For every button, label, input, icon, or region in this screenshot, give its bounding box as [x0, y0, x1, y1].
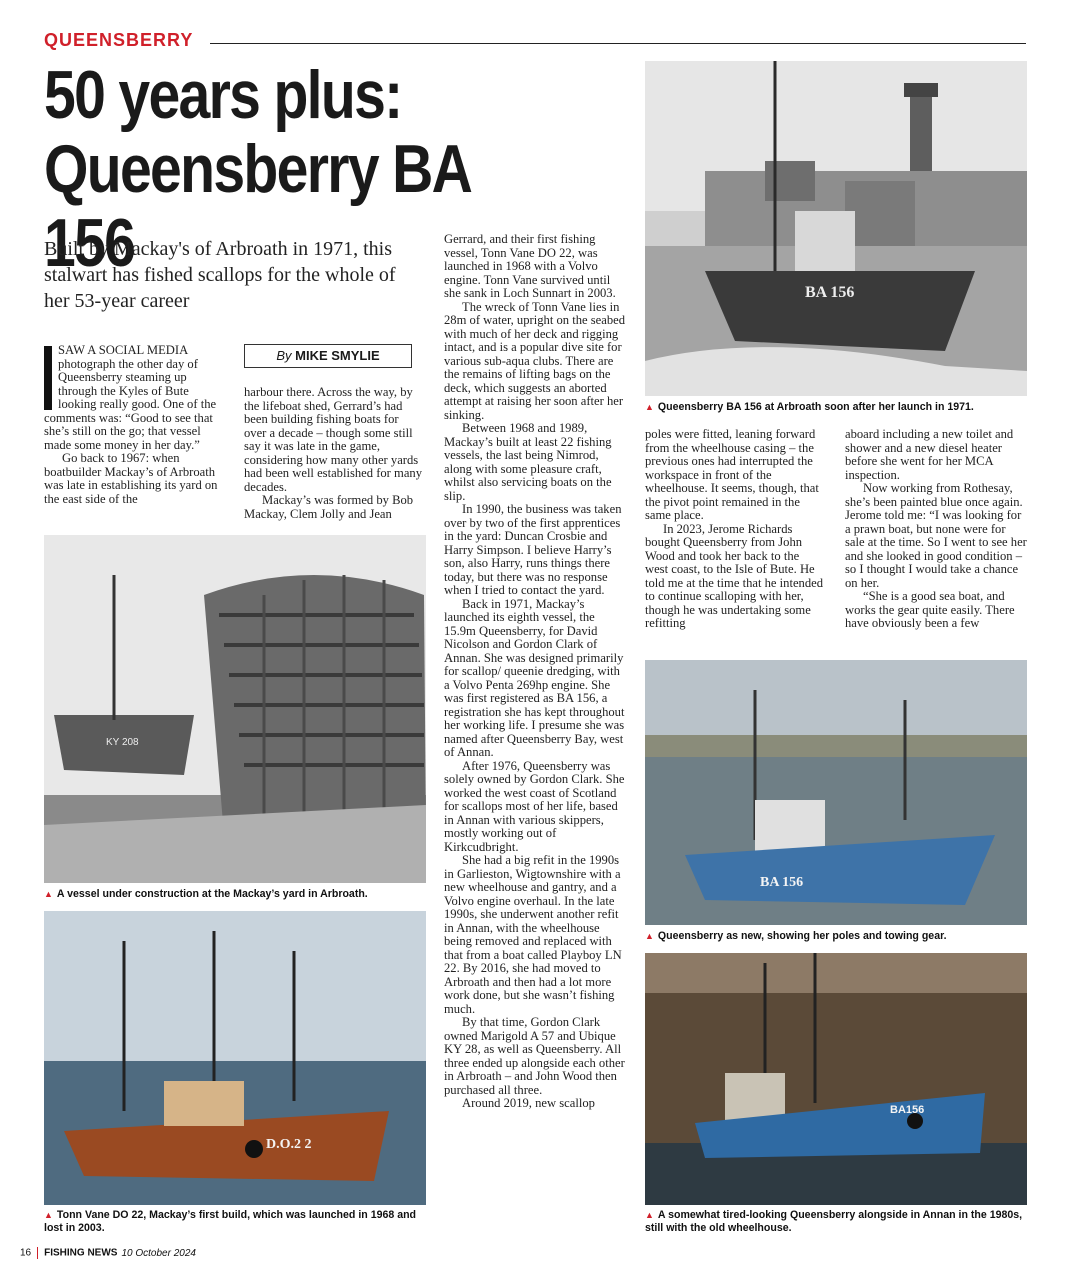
paragraph: In 1990, the business was taken over by two of the first apprentices in the yard: Duncan Crosbie and Harry Simpson. I believe Harry’s son, also Harry, runs things there today, but there was no response when I tried to contact the yard. [444, 502, 622, 597]
paragraph: aboard including a new toilet and shower and a new diesel heater before she went for her MCA inspection. [845, 427, 1014, 482]
caption-triangle-icon: ▲ [44, 889, 53, 899]
issue-date: 10 October 2024 [121, 1247, 196, 1259]
caption-triangle-icon: ▲ [645, 1210, 654, 1220]
column-5 [845, 428, 1027, 631]
headline-line-1: 50 years plus: [44, 57, 402, 133]
paragraph: harbour there. Across the way, by the lifeboat shed, Gerrard’s had been building fishing boats for over a decade – though some still say it was late in the game, considering how many other yards had been well established for many decades. [244, 385, 423, 494]
paragraph: She had a big refit in the 1990s in Garlieston, Wigtownshire with a new wheelhouse and gantry, and a Volvo engine overhaul. In the late 1990s, she underwent another refit in Annan, with the wheelhouse being removed and replaced with that from a boat called Playboy LN 22. By 2016, she had moved to Arbroath and then had a lot more work done, but she wasn’t fishing much. [444, 853, 622, 1016]
paragraph: After 1976, Queensberry was solely owned by Gordon Clark. She worked the west coast of Scotland for scallops most of her life, based in Annan with various skippers, mostly working out of Kirkcudbright. [444, 758, 625, 854]
caption-annan-1980s: ▲ A somewhat tired-looking Queensberry alongside in Annan in the 1980s, still with the old wheelhouse. [645, 1209, 1023, 1234]
photo-queensberry-blue [645, 660, 1027, 925]
photo-annan-graphic [645, 953, 1027, 1205]
caption-queensberry-blue: ▲ Queensberry as new, showing her poles and towing gear. [645, 930, 947, 942]
photo-construction [44, 535, 426, 883]
photo-launch-1971 [645, 61, 1027, 396]
annan-registration: BA156 [890, 1104, 925, 1116]
tonnvane-registration: D.O.2 2 [266, 1137, 312, 1152]
page-footer [20, 1247, 196, 1259]
blue-registration: BA 156 [760, 875, 804, 890]
photo-launch-graphic [645, 61, 1027, 396]
photo-queensberry-blue-graphic [645, 660, 1027, 925]
caption-tonn-vane: ▲ Tonn Vane DO 22, Mackay’s first build, which was launched in 1968 and lost in 2003. [44, 1209, 417, 1234]
caption-construction: ▲ A vessel under construction at the Mackay’s yard in Arbroath. [44, 888, 368, 900]
photo-tonn-vane [44, 911, 426, 1205]
paragraph: Now working from Rothesay, she’s been painted blue once again. Jerome told me: “I was looking for a prawn boat, but none were for sale at the time. So I went to see her and she looked in good condition – so I thought I would take a chance on her. [845, 481, 1027, 590]
section-label: QUEENSBERRY [44, 30, 194, 50]
paragraph: “She is a good sea boat, and works the gear quite easily. There have obviously been a few [845, 589, 1015, 630]
caption-triangle-icon: ▲ [44, 1210, 53, 1220]
footer-divider [37, 1247, 38, 1259]
paragraph: Go back to 1967: when boatbuilder Mackay’s of Arbroath was late in establishing its yard on the east side of the [44, 451, 218, 506]
standfirst: Built by Mackay's of Arbroath in 1971, this stalwart has fished scallops for the whole of her 53-year career [44, 238, 396, 312]
page-number: 16 [20, 1247, 32, 1259]
paragraph: Mackay’s was formed by Bob Mackay, Clem Jolly and Jean [244, 493, 414, 521]
paragraph: poles were fitted, leaning forward from the wheelhouse casing – the previous ones had interrupted the workspace in front of the wheelhouse. It seems, though, that the pivot point remained in the same place. [645, 427, 819, 522]
paragraph: Between 1968 and 1989, Mackay’s built at least 22 fishing vessels, the last being Nimrod, along with some pleasure craft, whilst also servicing boats on the slip. [444, 421, 612, 503]
dropcap [44, 346, 52, 410]
paragraph: SAW A SOCIAL MEDIA photograph the other day of Queensberry steaming up through the Kyles of Bute looking really good. One of the comments was: “Good to see that she’s still on the go; that vessel made some money in her day.” [44, 343, 217, 452]
paragraph: Around 2019, new scallop [462, 1096, 595, 1110]
photo-tonn-vane-graphic [44, 911, 426, 1205]
launch-registration: BA 156 [805, 284, 855, 301]
column-4 [645, 428, 825, 631]
paragraph: The wreck of Tonn Vane lies in 28m of water, upright on the seabed with much of her deck and rigging intact, and is a popular dive site for various sub-aqua clubs. There are the remains of lifting bags on the deck, which suggests an aborted attempt at raising her soon after her sinking. [444, 299, 626, 422]
construction-registration: KY 208 [106, 737, 139, 748]
headline-line-2: Queensberry BA 156 [44, 131, 470, 281]
paragraph: By that time, Gordon Clark owned Marigold A 57 and Ubique KY 28, as well as Queensberry. All three ended up alongside each other in Arbroath – and John Wood then purchased all three. [444, 1015, 625, 1097]
column-2 [244, 386, 424, 521]
paragraph: In 2023, Jerome Richards bought Queensberry from John Wood and took her back to the west coast, to the Isle of Bute. He told me at the time that he intended to continue scalloping with her, though he was undertaking some refitting [645, 521, 824, 630]
caption-launch: ▲ Queensberry BA 156 at Arbroath soon after her launch in 1971. [645, 401, 974, 413]
photo-construction-graphic [44, 535, 426, 883]
section-rule [210, 43, 1026, 44]
paragraph: Gerrard, and their first fishing vessel, Tonn Vane DO 22, was launched in 1968 with a Volvo engine. Tonn Vane survived until she sank in Loch Sunnart in 2003. [444, 232, 616, 300]
caption-triangle-icon: ▲ [645, 931, 654, 941]
column-3 [444, 233, 626, 1111]
author-name: MIKE SMYLIE [295, 348, 380, 363]
paragraph: Back in 1971, Mackay’s launched its eighth vessel, the 15.9m Queensberry, for David Nicolson and Gordon Clark of Annan. She was designed primarily for scallop/ queenie dredging, with a Volvo Penta 269hp engine. She was first registered as BA 156, a registration she has kept throughout her working life. I presume she was named after Queensberry Bay, west of Annan. [444, 596, 625, 759]
column-1 [44, 344, 224, 506]
caption-triangle-icon: ▲ [645, 402, 654, 412]
byline: By MIKE SMYLIE [244, 344, 412, 368]
photo-annan-1980s [645, 953, 1027, 1205]
publication-name: FISHING NEWS [44, 1247, 118, 1259]
